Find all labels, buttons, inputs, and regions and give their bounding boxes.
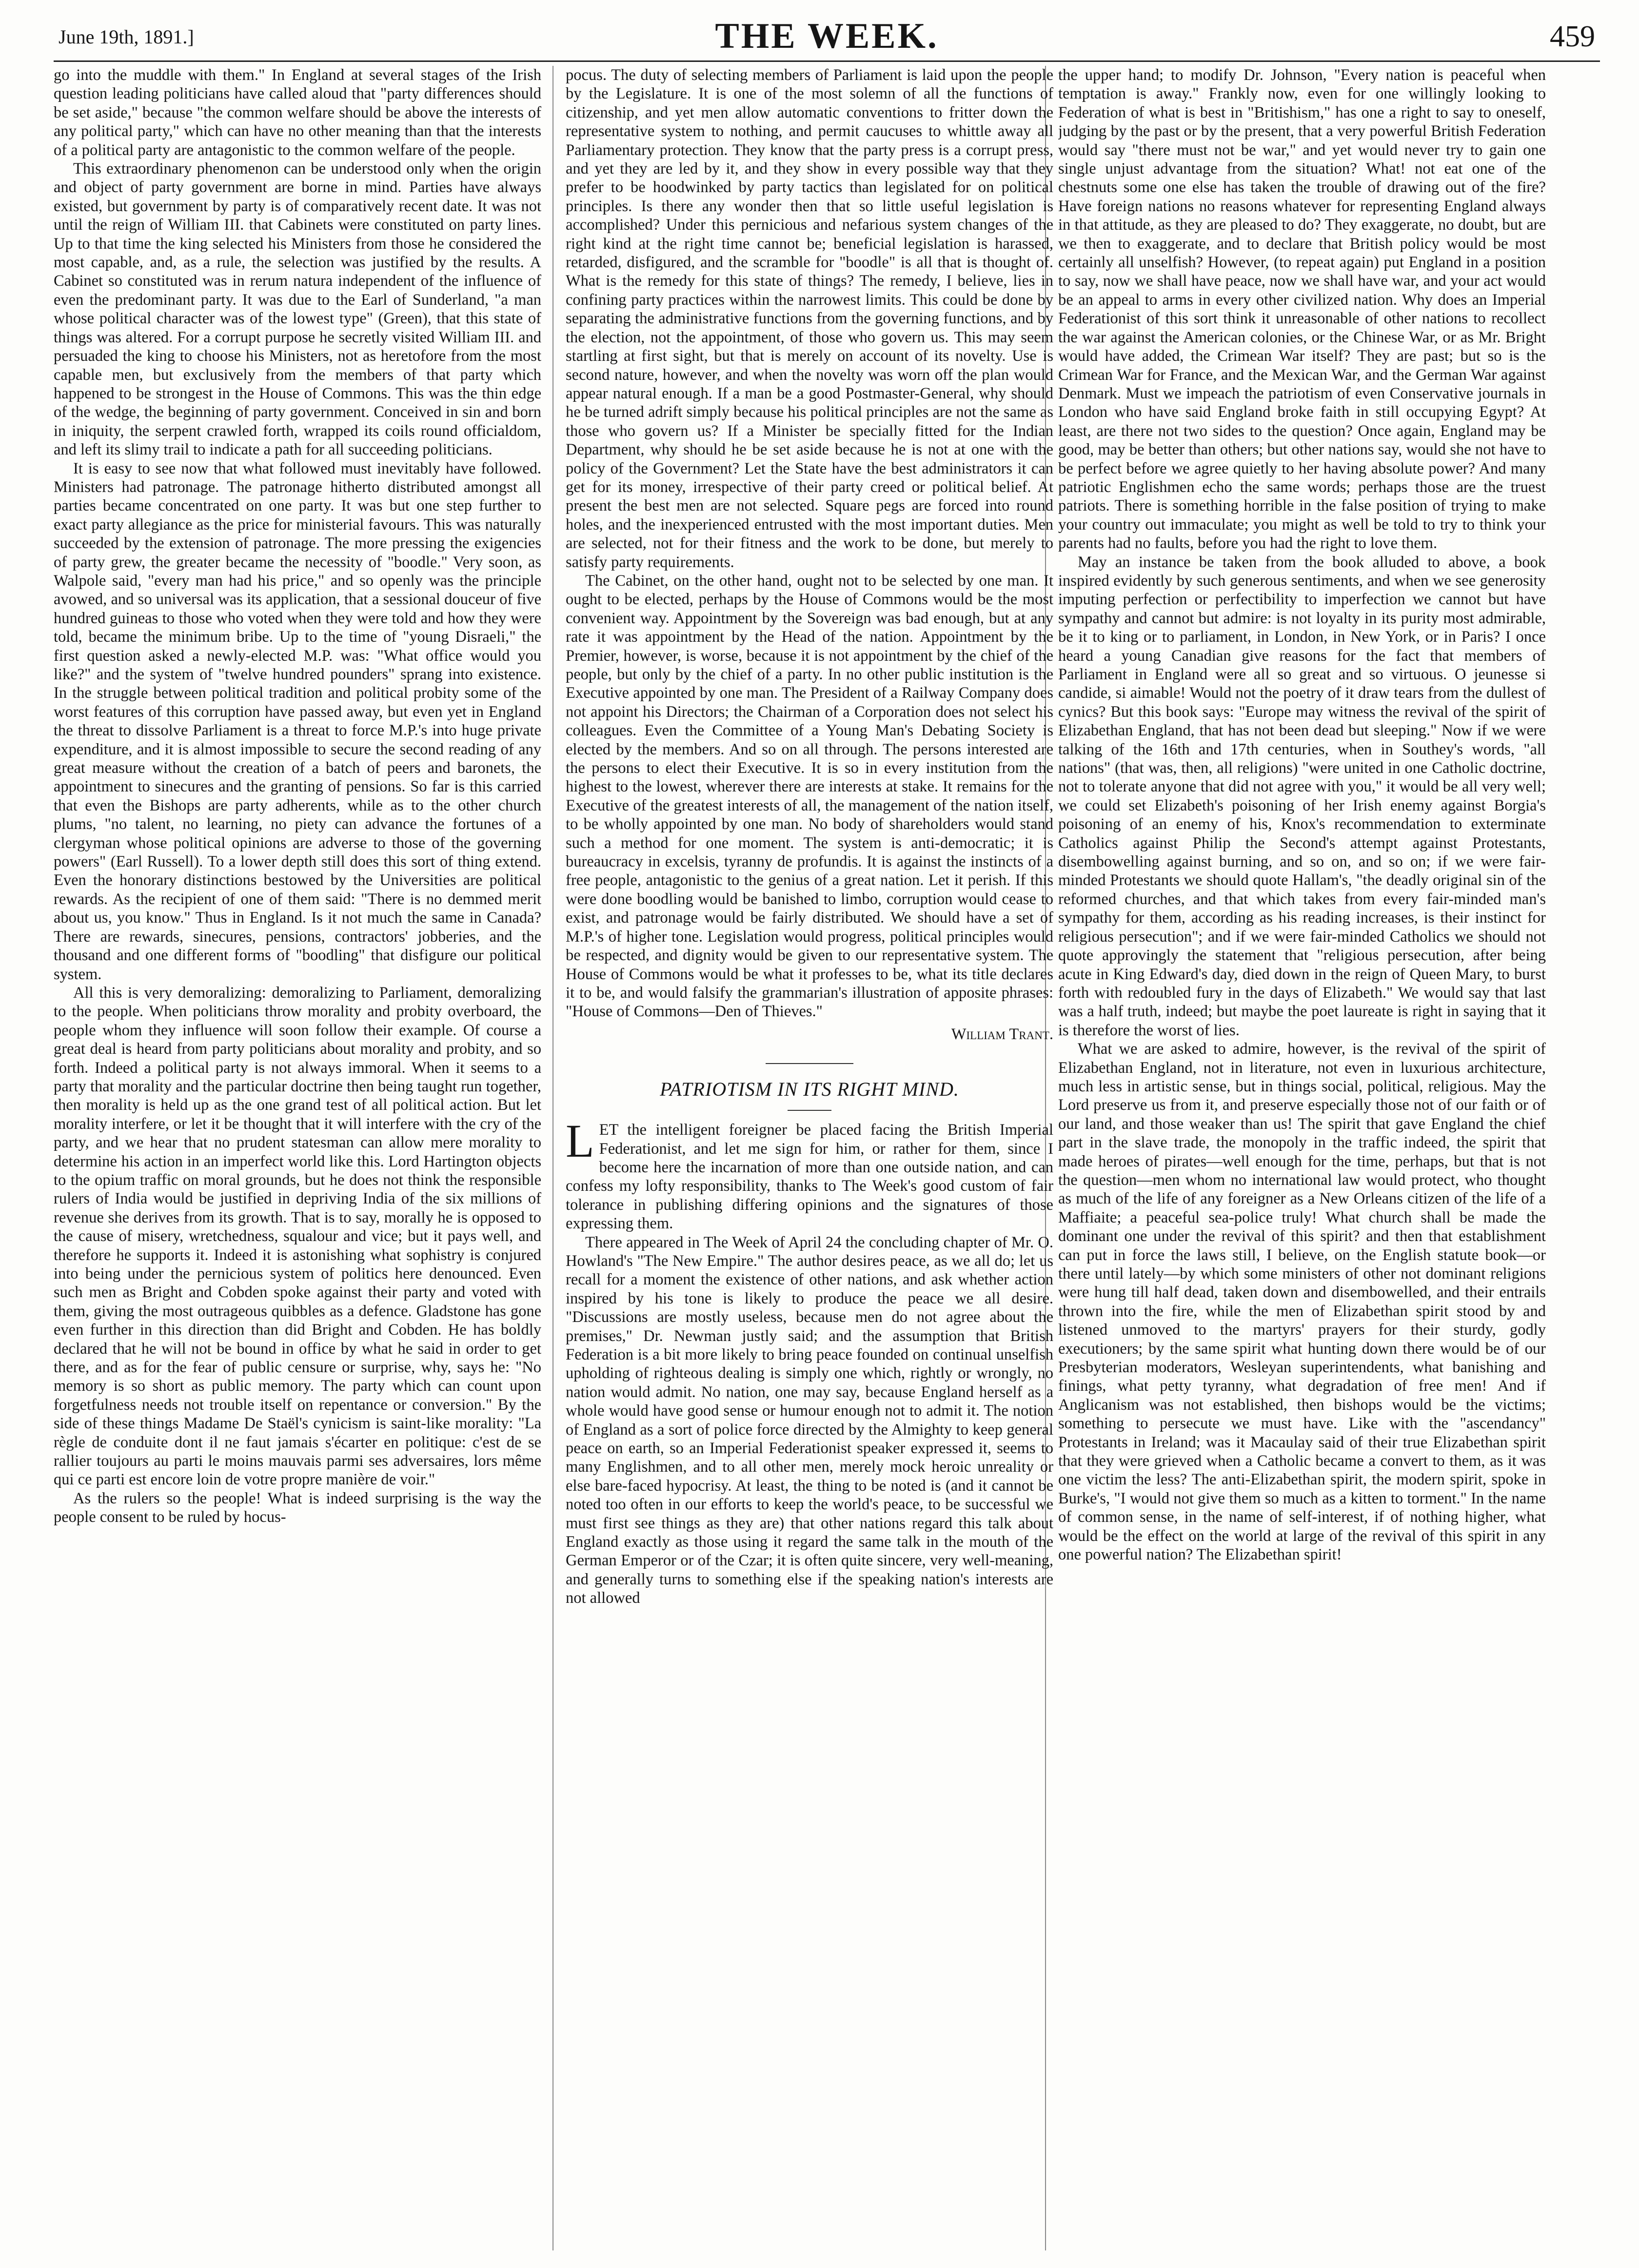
paragraph: pocus. The duty of selecting members of Parliament is laid upon the people by the Legislature. It is one of the most solemn of all the functions of citizenship, and yet men allow automatic conventions to fritter down the representative system to nothing, and permit caucuses to whittle away all Parliamentary protection. They know that the party press is a corrupt press, and yet they are led by it, and they show in every possible way that they prefer to be hoodwinked by party tactics than legislated for on political principles. Is there any wonder then that so little useful legislation is accomplished? Under this pernicious and nefarious system changes of the right kind at the right time cannot be; beneficial legislation is harassed, retarded, disfigured, and the scramble for "boodle" is all that is thought of. What is the remedy for this state of things? The remedy, I believe, lies in confining party practices within the narrowest limits. This could be done by separating the administrative functions from the governing functions, and by the election, not the appointment, of those who govern us. This may seem startling at first sight, but that is merely on account of its novelty. Use is second nature, however, and when the novelty was worn off the plan would appear natural enough. If a man be a good Postmaster-General, why should he be turned adrift simply because his political principles are not the same as those who govern us? If a Minister be specially fitted for the Indian Department, why should he be set aside because he is not at one with the policy of the Government? Let the State have the best administrators it can get for its money, irrespective of their party creed or political belief. At present the best men are not selected. Square pegs are forced into round holes, and the inexperienced entrusted with the most important duties. Men are selected, not for their fitness and the work to be done, but merely to satisfy party requirements. xyxy=(566,66,1053,571)
paragraph: It is easy to see now that what followed must inevitably have followed. Ministers had patronage. The patronage hitherto distributed amongst all parties became concentrated on one party. It was but one step further to exact party allegiance as the price for ministerial favours. This was naturally succeeded by the extension of patronage. The more pressing the exigencies of party grew, the greater became the necessity of "boodle." Very soon, as Walpole said, "every man had his price," and so openly was the principle avowed, and so universal was its application, that a sessional douceur of five hundred guineas to those who voted when they were told and how they were told, became the minimum bribe. Up to the time of "young Disraeli," the first question asked a newly-elected M.P. was: "What office would you like?" and the system of "twelve hundred pounders" sprang into existence. In the struggle between political tradition and political probity some of the worst features of this corruption have passed away, but even yet in England the threat to dissolve Parliament is a threat to force M.P.'s into huge private expenditure, and it is almost impossible to secure the second reading of any great measure without the creation of a batch of peers and baronets, the appointment to sinecures and the granting of pensions. So far is this carried that even the Bishops are party adherents, while as to the other church plums, "no talent, no learning, no piety can advance the fortunes of a clergyman whose political opinions are adverse to those of the governing powers" (Earl Russell). To a lower depth still does this sort of thing extend. Even the honorary distinctions bestowed by the Universities are political rewards. As the recipient of one of them said: "There is no demmed merit about us, you know." Thus in England. Is it not much the same in Canada? There are rewards, sinecures, pensions, contractors' jobberies, and the thousand and one different forms of "boodling" that disfigure our political system. xyxy=(54,459,541,983)
paragraph-text: ET the intelligent foreigner be placed facing the British Imperial Federationist, and let me sign for him, or rather for them, since I become here the incarnation of more than one outside nation, and can confess my lofty responsibility, thanks to The Week's good custom of fair tolerance in publishing differing opinions and the signatures of those expressing them. xyxy=(566,1121,1053,1233)
paragraph: The Cabinet, on the other hand, ought not to be selected by one man. It ought to be elected, perhaps by the House of Commons would be the most convenient way. Appointment by the Sovereign was bad enough, but at any rate it was appointment by the Head of the nation. Appointment by the Premier, however, is worse, because it is not appointment by the chief of the people, but only by the chief of a party. In no other public institution is the Executive appointed by one man. The President of a Railway Company does not appoint his Directors; the Chairman of a Corporation does not select his colleagues. Even the Committee of a Young Man's Debating Society is elected by the members. And so on all through. The persons interested are the persons to elect their Executive. It is so in every institution from the highest to the lowest, wherever there are interests at stake. It remains for the Executive of the greatest interests of all, the management of the nation itself, to be wholly appointed by one man. No body of shareholders would stand such a method for one moment. The system is anti-democratic; it is bureaucracy in excelsis, tyranny de profundis. It is against the instincts of a free people, antagonistic to the genius of a great nation. Let it perish. If this were done boodling would be banished to limbo, corruption would cease to exist, and patronage would be fairly distributed. We should have a set of M.P.'s of higher tone. Legislation would progress, political principles would be respected, and dignity would be given to our representative system. The House of Commons would be what it professes to be, what its title declares it to be, and would falsify the grammarian's illustration of apposite phrases: "House of Commons—Den of Thieves." xyxy=(566,572,1053,1021)
article-separator xyxy=(766,1063,853,1064)
header-rule xyxy=(54,60,1600,62)
issue-date: June 19th, 1891.] xyxy=(59,26,194,48)
column-2 xyxy=(566,66,1053,2250)
paragraph: There appeared in The Week of April 24 the concluding chapter of Mr. O. Howland's "The New Empire." The author desires peace, as we all do; let us recall for a moment the existence of other nations, and ask whether action inspired by his tone is likely to produce the peace we all desire. "Discussions are mostly useless, because men do not agree about the premises," Dr. Newman justly said; and the assumption that British Federation is a bit more likely to bring peace founded on continual unselfish upholding of righteous dealing is simply one which, rightly or wrongly, no nation would admit. No nation, one may say, because England herself as a whole would have good sense or humour enough not to admit it. The notion of England as a sort of police force directed by the Almighty to keep general peace on earth, so an Imperial Federationist speaker expressed it, seems to many Englishmen, and to all other men, merely mock heroic unreality or else bare-faced hypocrisy. At least, the thing to be noted is (and it cannot be noted too often in our efforts to keep the world's peace, to be successful we must first see things as they are) that other nations regard this talk about England exactly as those using it regard the same talk in the mouth of the German Emperor or of the Czar; it is often quite sincere, very well-meaning, and generally turns to something else if the speaking nation's interests are not allowed xyxy=(566,1233,1053,1607)
page-header xyxy=(59,11,1595,64)
paragraph: This extraordinary phenomenon can be understood only when the origin and object of party government are borne in mind. Parties have always existed, but government by party is of comparatively recent date. It was not until the reign of William III. that Cabinets were constituted on party lines. Up to that time the king selected his Ministers from those he considered the most capable, and, as a rule, the selection was justified by the results. A Cabinet so constituted was in rerum natura independent of the influence of even the predominant party. It was due to the Earl of Sunderland, "a man whose political character was of the lowest type" (Green), that this state of things was altered. For a corrupt purpose he secretly visited William III. and persuaded the king to choose his Ministers, not as heretofore from the most capable men, but exclusively from the members of that party which happened to be strongest in the House of Commons. This was the thin edge of the wedge, the beginning of party government. Conceived in sin and born in iniquity, the serpent crawled forth, wrapped its coils round officialdom, and left its slimy trail to indicate a path for all succeeding politicians. xyxy=(54,160,541,459)
paragraph: the upper hand; to modify Dr. Johnson, "Every nation is peaceful when temptation is away." Frankly now, even for one willingly looking to Federation of what is best in "Britishism," has one a right to say to oneself, judging by the past or by the present, that a very powerful British Federation would say "there must not be war," and yet would never try to gain one single unjust advantage from the situation? What! not eat one of the chestnuts some one else has taken the trouble of drawing out of the fire? Have foreign nations no reasons whatever for representing England always in that attitude, as they are pleased to do? They exaggerate, no doubt, but are we then to exaggerate, and to declare that British policy would be most certainly all unselfish? However, (to repeat again) put England in a position to say, now we shall have peace, now we shall have war, and your act would be an appeal to arms in every other civilized nation. Why does an Imperial Federationist of this sort think it unreasonable of other nations to recollect the war against the American colonies, or the Chinese War, or as Mr. Bright would have added, the Crimean War itself? They are past; but so is the Crimean War for France, and the Mexican War, and the German War against Denmark. Must we impeach the patriotism of even Conservative journals in London who have said England broke faith in still occupying Egypt? At least, are there not two sides to the question? Once again, England may be good, may be better than others; but other nations say, would she not have to be perfect before we agree quietly to her having absolute power? And many patriotic Englishmen echo the same words; perhaps those are the truest patriots. There is something horrible in the false position of trying to make your country out immaculate; you might as well be told to try to think your parents had no faults, before you had the right to love them. xyxy=(1058,66,1546,552)
title-rule xyxy=(788,1110,831,1111)
paragraph: What we are asked to admire, however, is the revival of the spirit of Elizabethan England, not in literature, not even in luxurious architecture, much less in artistic sense, but in things social, political, religious. May the Lord preserve us from it, and preserve especially those not of our faith or of our land, and those weaker than us! The spirit that gave England the chief part in the slave trade, the monopoly in the traffic indeed, the spirit that made heroes of pirates—well enough for the time, perhaps, but that is not the question—men whom no international law would protect, who thought as much of the life of any foreigner as a New Orleans citizen of the life of a Maffiaite; a peaceful sea-police truly! What church shall be made the dominant one under the revival of this spirit? and then that establishment can put in force the laws still, I believe, on the English statute book—or there until lately—by which some ministers of other not dominant religions were hung till half dead, taken down and disembowelled, and their entrails thrown into the fire, while the men of Elizabethan spirit stood by and listened unmoved to the martyrs' prayers for their sturdy, godly executioners; by the same spirit what hunting down there would be of our Presbyterian moderators, Wesleyan superintendents, what banishing and finings, what petty tyranny, what degradation of free men! And if Anglicanism was not established, then bishops would be the victims; something to persecute we must have. Like with the "ascendancy" Protestants in Ireland; was it Macaulay said of their true Elizabethan spirit that they were grieved when a Catholic became a convert to them, as it was one victim the less? The anti-Elizabethan spirit, the modern spirit, spoke in Burke's, "I would not give them so much as a kitten to torment." In the name of common sense, in the name of self-interest, if of nothing higher, what would be the effect on the world at large of the revival of this spirit in any one powerful nation? The Elizabethan spirit! xyxy=(1058,1040,1546,1564)
column-1 xyxy=(54,66,541,2250)
paragraph: All this is very demoralizing: demoralizing to Parliament, demoralizing to the people. When politicians throw morality and probity overboard, the people whom they influence will soon follow their example. Of course a great deal is heard from party politicians about morality and probity, and so forth. Indeed a political party is not always immoral. When it seems to a party that morality and the particular doctrine then being taught run together, then morality is held up as the one grand test of all political action. But let morality interfere, or let it be thought that it will interfere with the cry of the party, and we hear that no prudent statesman can allow mere morality to determine his action in an imperfect world like this. Lord Hartington objects to the opium traffic on moral grounds, but he does not think the responsible rulers of India would be justified in depriving India of the six millions of revenue she derives from its growth. That is to say, morally he is opposed to the cause of misery, wretchedness, squalour and vice; but it pays well, and therefore he supports it. Indeed it is astonishing what sophistry is conjured into being under the pernicious system of politics here denounced. Even such men as Bright and Cobden spoke against their party and voted with them, giving the most outrageous quibbles as a defence. Gladstone has gone even further in this direction than did Bright and Cobden. He has boldly declared that he will not be bound in office by what he said in order to get there, and as for the fear of public censure or surprise, why, says he: "No memory is so short as public memory. The party which can count upon forgetfulness needs not trouble itself on repentance or conversion." By the side of these things Madame De Staël's cynicism is saint-like morality: "La règle de conduite dont il ne faut jamais s'écarter en politique: c'est de se rallier toujours au parti le moins mauvais parmi ses adversaires, lors même qui ce parti est encore loin de votre propre manière de voir." xyxy=(54,984,541,1489)
drop-cap: L xyxy=(566,1115,594,1167)
masthead-title: THE WEEK. xyxy=(715,16,939,56)
article-title: PATRIOTISM IN ITS RIGHT MIND. xyxy=(660,1078,959,1101)
author-signature: William Trant. xyxy=(951,1025,1053,1043)
page-number: 459 xyxy=(1550,20,1595,53)
column-3 xyxy=(1058,66,1546,2250)
paragraph: As the rulers so the people! What is indeed surprising is the way the people consent to be ruled by hocus- xyxy=(54,1489,541,1526)
paragraph: go into the muddle with them." In England at several stages of the Irish question leading politicians have called aloud that "party differences should be set aside," because "the common welfare should be above the interests of any political party," which can have no other meaning than that the interests of a political party are antagonistic to the common welfare of the people. xyxy=(54,66,541,159)
paragraph xyxy=(566,1115,1053,1233)
paragraph: May an instance be taken from the book alluded to above, a book inspired evidently by such generous sentiments, and when we see generosity imputing perfection or perfectibility to imperfection we cannot but have sympathy and cannot but admire: is not loyalty in its purity most admirable, be it to king or to parliament, in London, in New York, or in Paris? I once heard a young Canadian give reasons for the fact that members of Parliament in England were all so great and so virtuous. O jeunesse si candide, si aimable! Would not the poetry of it draw tears from the dullest of cynics? But this book says: "Europe may witness the revival of the spirit of Elizabethan England, that has not been dead but sleeping." Now if we were talking of the 16th and 17th centuries, when in Southey's words, "all nations" (that was, then, all religions) "were united in one Catholic doctrine, not to tolerate anyone that did not agree with you," it would be all very well; we could set Elizabeth's poisoning of her Irish enemy against Borgia's poisoning of an enemy of his, Knox's recommendation to exterminate Catholics against Philip the Second's attempt against Protestants, disembowelling against burning, and so on, and so on; if we were fair-minded Protestants we should quote Hallam's, "the deadly original sin of the reformed churches, and that which takes from every fair-minded man's sympathy for them, according as his reading increases, is their instinct for religious persecution"; and if we were fair-minded Catholics we should not quote approvingly the statement that "religious persecution, after being acute in King Edward's day, died down in the reign of Queen Mary, to burst forth with redoubled fury in the days of Elizabeth." We would say that last was a half truth, indeed; but maybe the poet laureate is right in saying that it is therefore the worst of lies. xyxy=(1058,553,1546,1039)
